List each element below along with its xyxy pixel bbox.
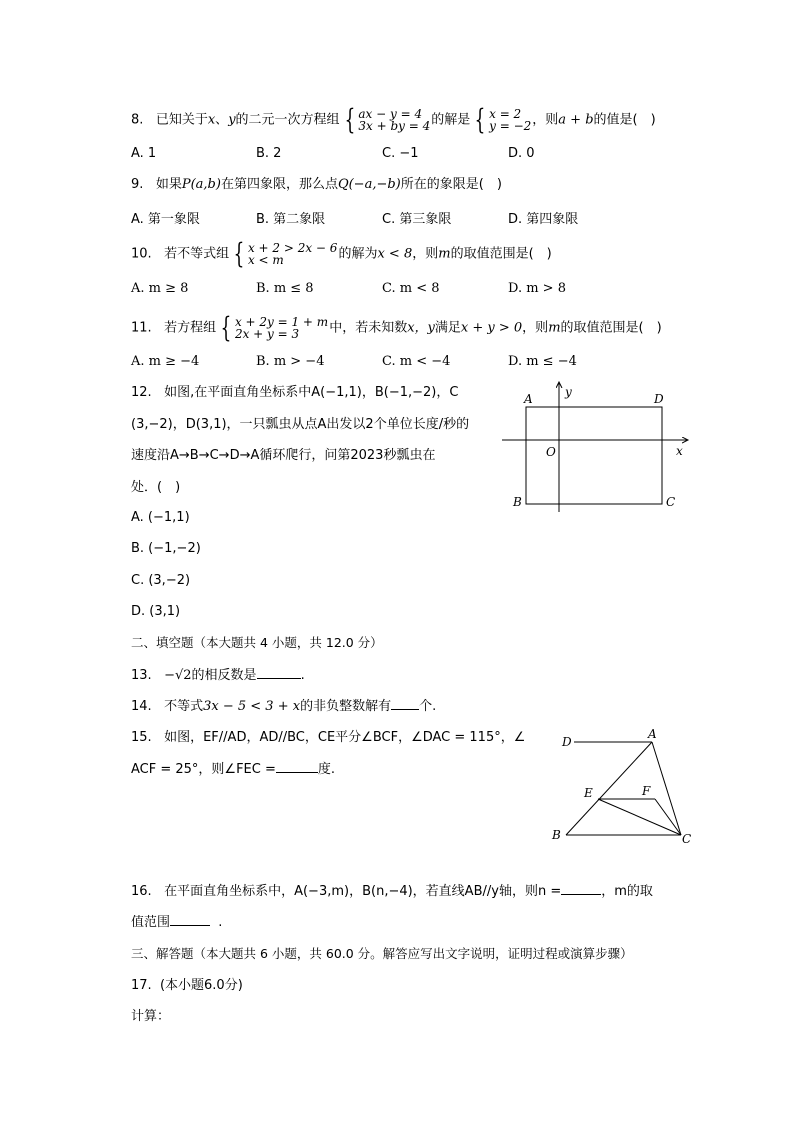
q8-text-4: ，则 (532, 112, 559, 128)
section-heading-fill-in: 二、填空题（本大题共 4 小题，共 12.0 分） (131, 635, 383, 650)
q8-var-x: x (207, 112, 216, 128)
question-number: 8. (131, 112, 144, 128)
question-15 (131, 729, 525, 747)
q10-text-3: ，则 (412, 246, 439, 262)
option-b[interactable]: B. m > −4 (256, 354, 325, 369)
q8-text-5: 的值是( ) (593, 112, 656, 128)
option-c[interactable]: C. (3,−2) (131, 573, 191, 588)
q16-text-line-2a: 值范围 (131, 915, 171, 930)
q14-text-2: 的非负整数解有 (300, 699, 392, 714)
q9-point-q: Q(−a,−b) (337, 177, 401, 192)
question-number: 9. (131, 177, 144, 192)
q15-text-line-2a: ACF = 25°，则∠FEC = (131, 762, 276, 777)
q11-text-2: 中，若未知数 (329, 320, 408, 336)
q17-prompt: 计算： (131, 1009, 171, 1024)
q8-var-y: y (228, 112, 236, 128)
option-a[interactable]: A. m ≥ −4 (131, 354, 200, 369)
option-c[interactable]: C. m < 8 (382, 281, 440, 296)
q16-text-line-1a: 在平面直角坐标系中，A(−3,m)，B(n,−4)，若直线AB//y轴，则n = (164, 884, 562, 899)
q15-text-line-2b: 度. (317, 762, 336, 777)
question-17 (131, 977, 243, 995)
option-a[interactable]: A. m ≥ 8 (131, 281, 189, 296)
equation-row: 3x + by = 4 (358, 119, 431, 133)
question-number: 15. (131, 730, 152, 745)
question-number: 13. (131, 668, 152, 683)
question-number: 12. (131, 385, 152, 400)
q12-text-line-1: 如图,在平面直角坐标系中A(−1,1)，B(−1,−2)，C (164, 385, 459, 400)
equation-row: ax − y = 4 (358, 107, 423, 121)
label-origin: O (546, 445, 556, 459)
question-8 (131, 103, 656, 136)
solution-system: { x = 2 y = −2 (474, 103, 532, 136)
segment-ab (566, 742, 652, 835)
inequality-row: x < m (247, 253, 284, 267)
q8-text-3: 的解是 (431, 112, 471, 128)
answer-blank[interactable] (257, 666, 301, 679)
label-b: B (552, 828, 561, 842)
q10-text-2: 的解为 (338, 246, 378, 262)
q14-inequality: 3x − 5 < 3 + x (203, 699, 301, 714)
question-number: 10. (131, 246, 152, 262)
answer-blank[interactable] (391, 697, 419, 710)
question-14 (131, 697, 436, 716)
q14-end: 个. (419, 699, 437, 714)
q17-score: (本小题6.0分) (159, 978, 243, 993)
q10-var: m (438, 246, 451, 262)
q12-text-line-2: (3,−2)，D(3,1)，一只瓢虫从点A出发以2个单位长度/秒的 (131, 417, 470, 432)
label-d: D (654, 392, 664, 406)
option-d[interactable]: D. 0 (508, 146, 535, 161)
label-d: D (562, 735, 572, 749)
q11-condition: x + y > 0 (460, 320, 523, 336)
inequality-row: x + 2 > 2x − 6 (247, 241, 338, 255)
q10-text: 若不等式组 (164, 246, 230, 262)
answer-blank-m[interactable] (170, 913, 210, 926)
option-d[interactable]: D. m > 8 (508, 281, 566, 296)
q11-text: 若方程组 (164, 320, 217, 336)
coordinate-figure (498, 378, 698, 518)
section-heading-solutions: 三、解答题（本大题共 6 小题，共 60.0 分。解答应写出文字说明，证明过程或演算步骤） (131, 946, 633, 961)
label-e: E (584, 786, 593, 800)
q9-text-2: 在第四象限，那么点 (220, 177, 338, 192)
question-11 (131, 311, 662, 344)
q8-expr: a + b (558, 112, 594, 128)
option-d[interactable]: D. (3,1) (131, 604, 181, 619)
question-number: 14. (131, 699, 152, 714)
q11-text-3: 满足 (434, 320, 461, 336)
q8-text-2: 的二元一次方程组 (235, 112, 340, 128)
question-number: 16. (131, 884, 152, 899)
q16-text-line-2b: . (218, 915, 223, 930)
equation-row: 2x + y = 3 (234, 327, 300, 341)
question-16 (131, 882, 653, 901)
q9-text-3: 所在的象限是( ) (400, 177, 502, 192)
option-a[interactable]: A. (−1,1) (131, 510, 190, 525)
question-13 (131, 666, 305, 685)
q13-text: 的相反数是 (191, 668, 257, 683)
equation-row: x + 2y = 1 + m (234, 315, 329, 329)
label-f: F (642, 784, 651, 798)
q16-text-line-1b: ，m的取 (601, 884, 653, 899)
question-number: 17. (131, 978, 152, 993)
q13-expr: −√2 (164, 668, 192, 683)
option-c[interactable]: C. −1 (382, 146, 419, 161)
option-b[interactable]: B. 第二象限 (256, 212, 326, 227)
inequality-system: { x + 2 > 2x − 6 x < m (233, 237, 338, 270)
q16-text-line-2 (131, 913, 222, 932)
option-d[interactable]: D. m ≤ −4 (508, 354, 577, 369)
q8-text: 已知关于 (155, 112, 208, 128)
answer-blank-n[interactable] (561, 882, 601, 895)
q11-text-4: ，则 (522, 320, 549, 336)
q11-vars: x，y (407, 320, 435, 336)
option-c[interactable]: C. 第三象限 (382, 212, 452, 227)
equation-system: { x + 2y = 1 + m 2x + y = 3 (220, 311, 329, 344)
question-number: 11. (131, 320, 152, 336)
label-x: x (676, 444, 683, 458)
option-b[interactable]: B. (−1,−2) (131, 541, 201, 556)
q11-text-5: 的取值范围是( ) (560, 320, 662, 336)
q11-var: m (548, 320, 561, 336)
segment-ac (652, 742, 681, 835)
q8-sep: 、 (215, 112, 229, 128)
label-a: A (524, 392, 533, 406)
q10-text-4: 的取值范围是( ) (450, 246, 552, 262)
q15-text-line-1: 如图，EF//AD，AD//BC，CE平分∠BCF，∠DAC = 115°，∠ (164, 730, 526, 745)
label-c: C (666, 495, 676, 509)
answer-blank[interactable] (276, 760, 318, 773)
option-b[interactable]: B. 2 (256, 146, 282, 161)
question-12 (131, 384, 458, 402)
option-a[interactable]: A. 1 (131, 146, 157, 161)
option-b[interactable]: B. m ≤ 8 (256, 281, 314, 296)
q14-text: 不等式 (164, 699, 204, 714)
label-a: A (648, 727, 657, 741)
question-9 (131, 176, 502, 194)
option-c[interactable]: C. m < −4 (382, 354, 451, 369)
label-c: C (682, 832, 692, 846)
q9-text: 如果 (155, 177, 182, 192)
solution-row: y = −2 (489, 119, 532, 133)
label-b: B (513, 495, 522, 509)
solution-row: x = 2 (489, 107, 522, 121)
label-y: y (565, 385, 572, 399)
equation-system: { ax − y = 4 3x + by = 4 (344, 103, 431, 136)
option-a[interactable]: A. 第一象限 (131, 212, 200, 227)
q13-end: . (300, 668, 305, 683)
geometry-figure (548, 724, 698, 848)
q12-text-line-4: 处．( ) (131, 480, 181, 495)
q9-point-p: P(a,b) (181, 177, 221, 192)
q12-text-line-3: 速度沿A→B→C→D→A循环爬行，问第2023秒瓢虫在 (131, 448, 436, 463)
question-10 (131, 237, 552, 270)
q10-solution: x < 8 (377, 246, 413, 262)
q15-text-line-2 (131, 760, 335, 779)
option-d[interactable]: D. 第四象限 (508, 212, 579, 227)
